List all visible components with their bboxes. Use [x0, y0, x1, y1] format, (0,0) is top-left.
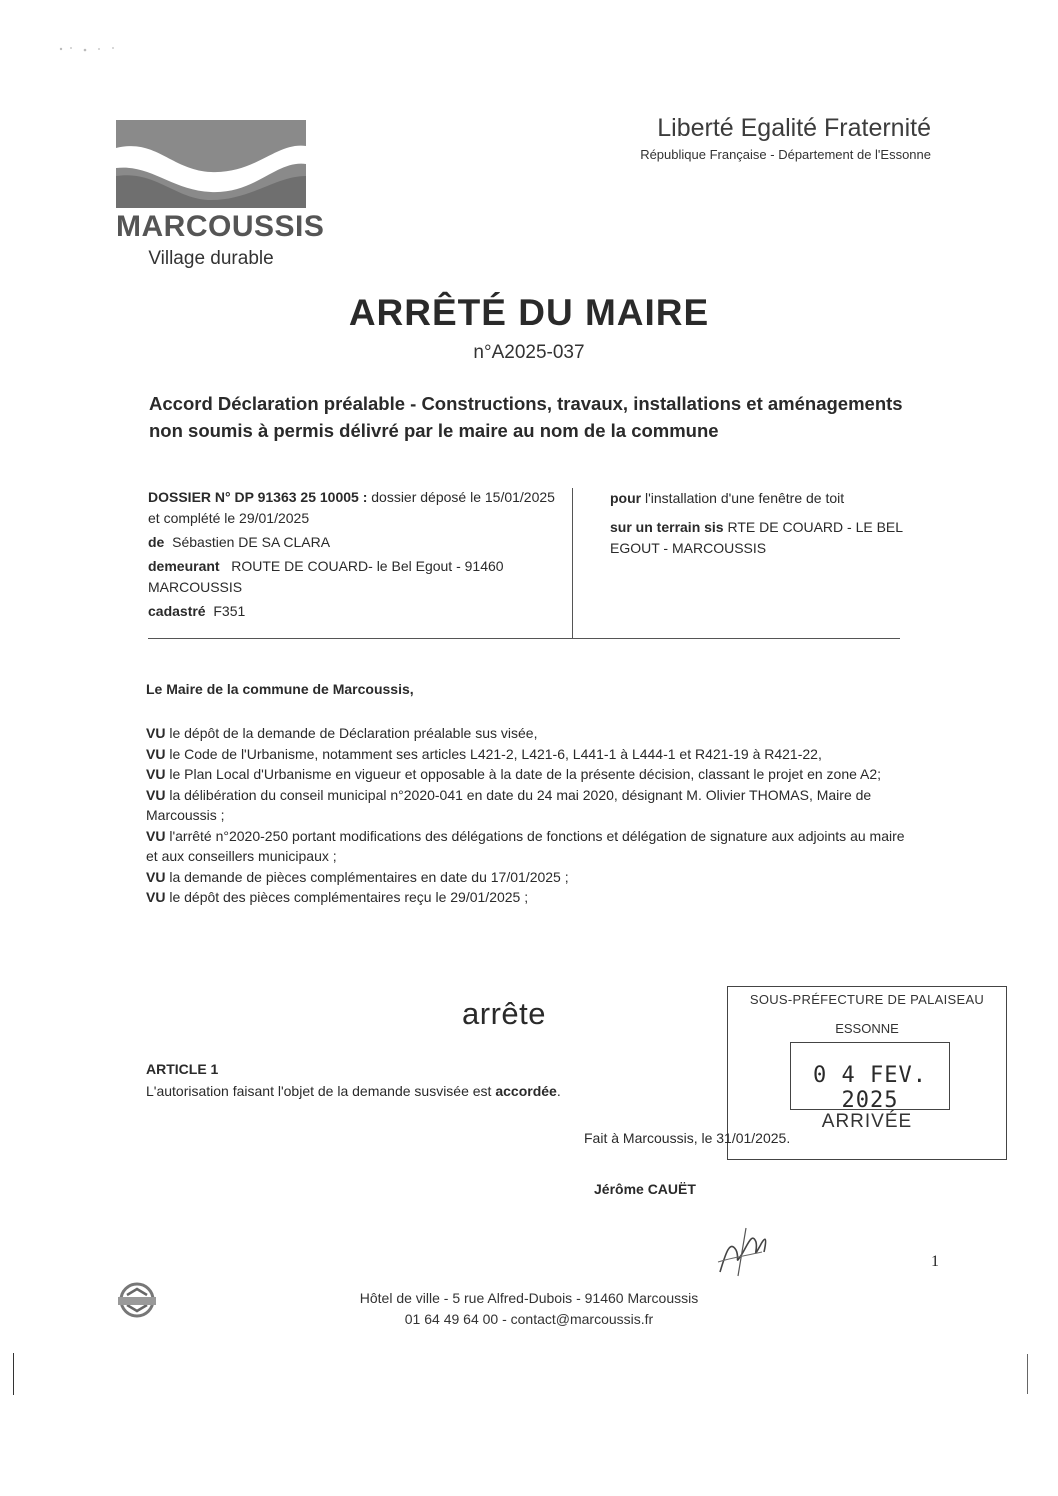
cadastre-value: F351	[213, 603, 246, 619]
vu-label: VU	[146, 786, 166, 803]
mayor-preamble: Le Maire de la commune de Marcoussis,	[146, 681, 414, 697]
purpose-value: l'installation d'une fenêtre de toit	[641, 490, 845, 506]
place-date-line: Fait à Marcoussis, le 31/01/2025.	[584, 1130, 791, 1146]
dossier-details	[148, 487, 568, 625]
article-text-start: L'autorisation faisant l'objet de la demande susvisée est	[146, 1083, 496, 1099]
address-row	[148, 556, 568, 598]
stamp-status: ARRIVÉE	[821, 1111, 913, 1132]
page-number: 1	[931, 1253, 939, 1270]
logo-wave-icon	[116, 120, 306, 208]
dossier-label: DOSSIER N° DP 91363 25 10005 :	[148, 489, 368, 505]
section-divider	[148, 638, 900, 639]
vu-text: le dépôt des pièces complémentaires reçu le 29/01/2025 ;	[165, 889, 529, 905]
consideration-item	[146, 826, 916, 867]
motto-subtext: République Française - Département de l'Essonne	[640, 147, 931, 162]
logo-tagline: Village durable	[148, 248, 274, 269]
document-title: ARRÊTÉ DU MAIRE	[348, 292, 710, 333]
purpose-label: pour	[610, 490, 642, 506]
vu-label: VU	[146, 745, 166, 762]
address-label: demeurant	[148, 558, 220, 574]
vu-label: VU	[146, 889, 166, 905]
stamp-department: ESSONNE	[835, 1021, 899, 1036]
cadastre-row	[148, 601, 568, 622]
vu-text: le Plan Local d'Urbanisme en vigueur et opposable à la date de la présente décision, classant le projet en zone A2;	[165, 766, 882, 782]
article-text-end: .	[556, 1083, 561, 1099]
document-number: n°A2025-037	[473, 342, 585, 363]
vu-text: l'arrêté n°2020-250 portant modifications des délégations de fonctions et délégation de signature aux adjoints au maire et aux conseillers municipaux ;	[146, 827, 905, 864]
consideration-item	[146, 744, 916, 765]
column-divider	[572, 488, 573, 638]
applicant-row	[148, 532, 568, 553]
vu-label: VU	[146, 725, 166, 741]
logo-name: MARCOUSSIS	[116, 210, 325, 243]
scan-edge-mark	[13, 1353, 14, 1395]
consideration-item	[146, 867, 916, 888]
project-site-row	[610, 517, 920, 559]
cadastre-label: cadastré	[148, 603, 206, 619]
document-subject: Accord Déclaration préalable - Constructions, travaux, installations et aménagements non soumis à permis délivré par le maire au nom de la commune	[149, 393, 903, 441]
consideration-item	[146, 887, 916, 908]
site-label: sur un terrain sis	[610, 519, 724, 535]
decree-verb: arrête	[462, 996, 546, 1031]
site-value: RTE DE COUARD - LE BEL EGOUT - MARCOUSSIS	[610, 519, 903, 556]
vu-text: la délibération du conseil municipal n°2020-041 en date du 24 mai 2020, désignant M. Olivier THOMAS, Maire de Marcoussis ;	[146, 786, 872, 823]
vu-text: la demande de pièces complémentaires en date du 17/01/2025 ;	[165, 868, 569, 885]
handwritten-signature	[712, 1222, 772, 1282]
vu-text: le Code de l'Urbanisme, notamment ses articles L421-2, L421-6, L441-1 à L444-1 et R421-19 à R421-22,	[165, 745, 822, 762]
stamp-office: SOUS-PRÉFECTURE DE PALAISEAU	[749, 992, 985, 1007]
consideration-item	[146, 723, 916, 744]
applicant-label: de	[148, 534, 165, 550]
vu-label: VU	[146, 766, 166, 782]
project-purpose-row	[610, 488, 920, 509]
vu-text: le dépôt de la demande de Déclaration préalable sus visée,	[165, 725, 538, 741]
signer-name: Jérôme CAUËT	[594, 1181, 696, 1197]
scan-edge-mark	[1027, 1354, 1028, 1394]
marcoussis-logo	[116, 120, 325, 275]
article-text	[146, 1083, 561, 1099]
dossier-number-row	[148, 487, 568, 529]
scan-speck	[55, 44, 125, 54]
article-decision: accordée	[495, 1083, 557, 1099]
motto-text: Liberté Egalité Fraternité	[657, 114, 931, 142]
vu-label: VU	[146, 868, 166, 885]
considerations-list	[146, 723, 916, 908]
project-details	[610, 488, 920, 567]
footer	[0, 1288, 1058, 1330]
footer-contact: 01 64 49 64 00 - contact@marcoussis.fr	[404, 1311, 654, 1327]
stamp-date-box	[790, 1042, 950, 1113]
dossier-text: dossier déposé le 15/01/2025 et complété le 29/01/2025	[148, 489, 555, 526]
consideration-item	[146, 764, 916, 785]
article-title: ARTICLE 1	[146, 1061, 219, 1077]
address-value: ROUTE DE COUARD- le Bel Egout - 91460 MARCOUSSIS	[148, 558, 504, 595]
consideration-item	[146, 785, 916, 826]
footer-address: Hôtel de ville - 5 rue Alfred-Dubois - 91460 Marcoussis	[359, 1290, 699, 1306]
vu-label: VU	[146, 827, 166, 844]
republic-motto	[640, 114, 931, 162]
stamp-date: 0 4 FEV. 2025	[813, 1063, 927, 1113]
applicant-name: Sébastien DE SA CLARA	[172, 534, 331, 550]
